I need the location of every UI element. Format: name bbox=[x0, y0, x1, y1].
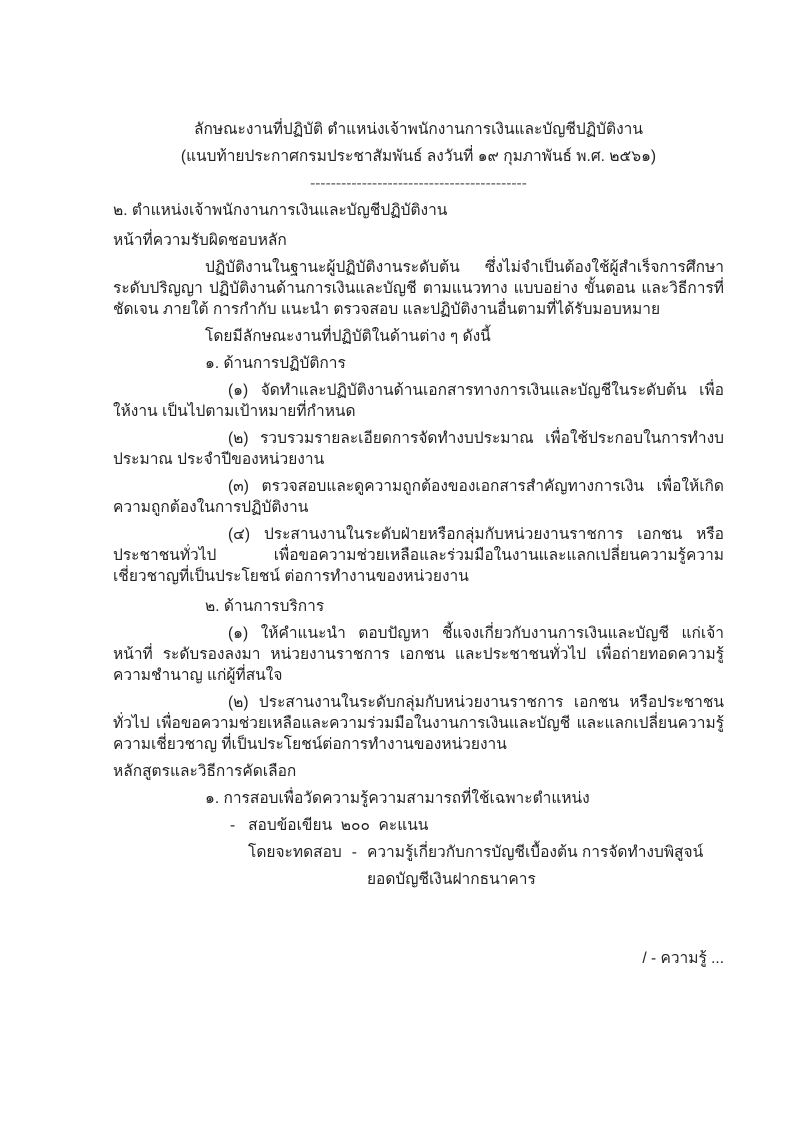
ops-item-1-cont: เป็นไปตามเป้าหมายที่กำหนด bbox=[161, 403, 356, 420]
ops-item-4 bbox=[113, 524, 724, 587]
duty-paragraph bbox=[113, 257, 724, 320]
svc-item-2-cont: เพื่อขอความช่วยเหลือและความร่วมมือในงานการเงินและบัญชี และแลกเปลี่ยนความรู้ความเชี่ยวชาญ bbox=[113, 715, 724, 753]
ops-item-2 bbox=[113, 428, 724, 470]
exam-test-block bbox=[367, 842, 724, 890]
svc-item-2-cont: ที่เป็นประโยชน์ต่อการทำงานของหน่วยงาน bbox=[221, 736, 507, 753]
svc-item-1-cont: ระดับรองลงมา หน่วยงานราชการ เอกชน และประชาชนทั่วไป เพื่อถ่ายทอดความรู้ ความชำนาญ bbox=[113, 646, 724, 684]
exam-test-row bbox=[113, 842, 724, 890]
exam-test-line: ความรู้เกี่ยวกับการบัญชีเบื้องต้น การจัดทำงบพิสูจน์ bbox=[366, 844, 704, 861]
ops-item-2-cont: ประจำปีของหน่วยงาน bbox=[177, 451, 325, 468]
paragraph-line: ปฏิบัติงานในฐานะผู้ปฏิบัติงานระดับต้น ซึ่งไม่จำเป็นต้องใช้ผู้สำเร็จการศึกษาระดับปริญญา bbox=[113, 259, 724, 297]
ops-item-1 bbox=[113, 380, 724, 422]
exam-heading: ๑. การสอบเพื่อวัดความรู้ความสามารถที่ใช้เฉพาะตำแหน่ง bbox=[205, 790, 590, 807]
ops-heading: ๑. ด้านการปฏิบัติการ bbox=[205, 355, 346, 372]
paragraph-line: การกำกับ แนะนำ ตรวจสอบ และปฏิบัติงานอื่นตามที่ได้รับมอบหมาย bbox=[212, 301, 661, 318]
selection-heading: หลักสูตรและวิธีการคัดเลือก bbox=[113, 763, 297, 780]
intro-line: โดยมีลักษณะงานที่ปฏิบัติในด้านต่าง ๆ ดังนี้ bbox=[205, 328, 491, 345]
duty-heading: หน้าที่ความรับผิดชอบหลัก bbox=[113, 232, 287, 249]
svc-item-1-cont: แก่ผู้ที่สนใจ bbox=[207, 667, 283, 684]
svc-item-1-text: (๑) ให้คำแนะนำ ตอบปัญหา ชี้แจงเกี่ยวกับงานการเงินและบัญชี แก่เจ้าหน้าที่ bbox=[113, 625, 724, 663]
paragraph-line: ปฏิบัติงานด้านการเงินและบัญชี ตามแนวทาง แบบอย่าง ขั้นตอน และวิธีการที่ชัดเจน ภายใต้ bbox=[113, 280, 725, 318]
exam-test-dash: - bbox=[351, 844, 357, 861]
ops-item-4-text: (๔) ประสานงานในระดับฝ่ายหรือกลุ่มกับหน่วยงานราชการ เอกชน หรือประชาชนทั่วไป bbox=[113, 526, 724, 564]
exam-written: - สอบข้อเขียน ๒๐๐ คะแนน bbox=[230, 817, 429, 834]
document-title: ลักษณะงานที่ปฏิบัติ ตำแหน่งเจ้าพนักงานการเงินและบัญชีปฏิบัติงาน bbox=[194, 121, 643, 138]
exam-test-line: ยอดบัญชีเงินฝากธนาคาร bbox=[366, 871, 536, 888]
position-heading: ๒. ตำแหน่งเจ้าพนักงานการเงินและบัญชีปฏิบัติงาน bbox=[113, 202, 448, 219]
ops-item-3 bbox=[113, 476, 724, 518]
document-subtitle: (แนบท้ายประกาศกรมประชาสัมพันธ์ ลงวันที่ ๑๙ กุมภาพันธ์ พ.ศ. ๒๕๖๑) bbox=[180, 148, 657, 165]
svc-heading: ๒. ด้านการบริการ bbox=[205, 598, 325, 615]
exam-test-label: โดยจะทดสอบ bbox=[248, 844, 342, 861]
continued-marker: / - ความรู้ ... bbox=[642, 950, 724, 967]
svc-item-1 bbox=[113, 623, 724, 686]
ops-item-2-text: (๒) รวบรวมรายละเอียดการจัดทำงบประมาณ เพื่อใช้ประกอบในการทำงบประมาณ bbox=[113, 430, 724, 468]
ops-item-4-cont: ต่อการทำงานของหน่วยงาน bbox=[284, 568, 469, 585]
separator-line: ------------------------------------------ bbox=[310, 175, 527, 192]
ops-item-3-cont: ความถูกต้องในการปฏิบัติงาน bbox=[113, 499, 309, 516]
svc-item-2-text: (๒) ประสานงานในระดับกลุ่มกับหน่วยงานราชการ เอกชน หรือประชาชนทั่วไป bbox=[113, 694, 724, 732]
ops-item-3-text: (๓) ตรวจสอบและดูความถูกต้องของเอกสารสำคัญทางการเงิน เพื่อให้เกิด bbox=[228, 478, 724, 495]
ops-item-4-cont: เพื่อขอความช่วยเหลือและร่วมมือในงานและแลกเปลี่ยนความรู้ความเชี่ยวชาญที่เป็นประโยชน์ bbox=[113, 547, 724, 585]
svc-item-2 bbox=[113, 692, 724, 755]
ops-item-1-text: (๑) จัดทำและปฏิบัติงานด้านเอกสารทางการเงินและบัญชีในระดับต้น เพื่อให้งาน bbox=[113, 382, 724, 420]
